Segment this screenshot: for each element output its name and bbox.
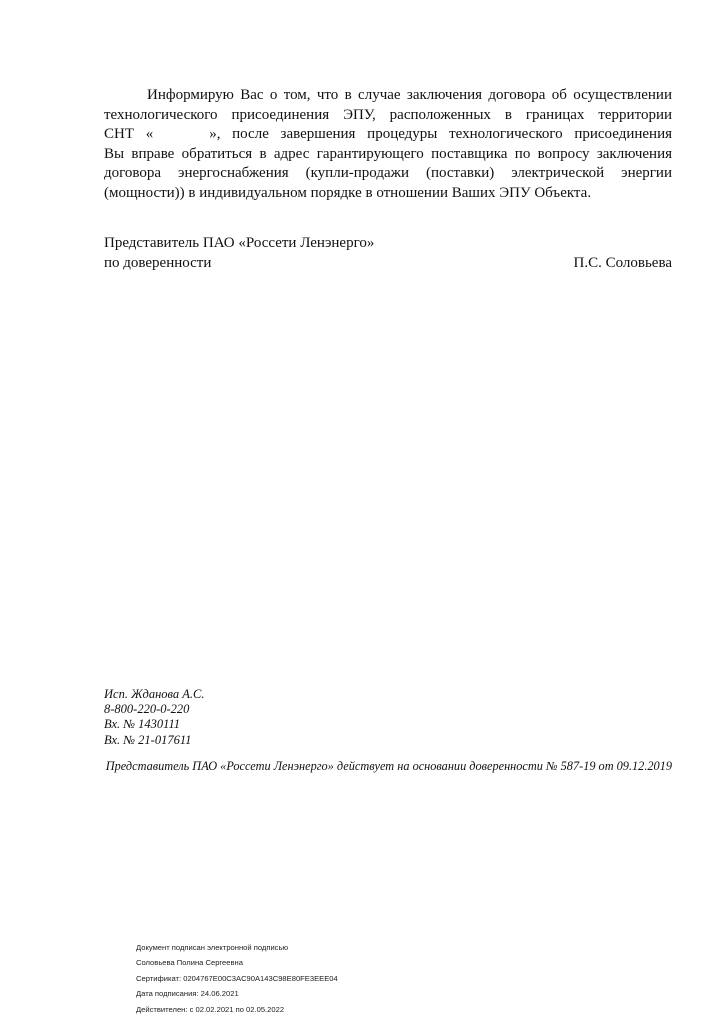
signature-row	[104, 254, 672, 274]
snt-suffix: », после завершения процедуры технологического присоединения	[209, 126, 672, 142]
esign-signer: Соловьева Полина Сергеевна	[136, 958, 243, 968]
proxy-note: Представитель ПАО «Россети Ленэнерго» действует на основании доверенности № 587-19 от 09.12.2019	[105, 759, 672, 773]
signer-name: П.С. Соловьева	[573, 254, 672, 271]
representative-line: Представитель ПАО «Россети Ленэнерго»	[104, 235, 375, 251]
esign-header: Документ подписан электронной подписью	[136, 943, 289, 952]
paragraph-line-1: Информирую Вас о том, что в случае заключения договора об осуществлении	[147, 87, 672, 103]
incoming-number-1: Вх. № 1430111	[104, 717, 181, 732]
paragraph-line-3	[104, 125, 672, 145]
executor-block	[104, 687, 205, 748]
paragraph-line-5: договора энергоснабжения (купли-продажи (поставки) электрической энергии	[104, 165, 672, 181]
by-proxy-label: по доверенности	[104, 254, 212, 271]
paragraph-line-6: (мощности)) в индивидуальном порядке в отношении Ваших ЭПУ Объекта.	[104, 184, 592, 201]
electronic-signature-stamp	[136, 940, 338, 1017]
esign-certificate: Сертификат: 0204767E00C3AC90A143C98E80FE3EEE04	[136, 973, 338, 983]
letter-body-paragraph	[104, 86, 672, 203]
paragraph-line-2: технологического присоединения ЭПУ, расположенных в границах территории	[104, 106, 672, 123]
snt-prefix: СНТ «	[104, 126, 154, 142]
esign-signed-date: Дата подписания: 24.06.2021	[136, 989, 239, 999]
executor-phone: 8-800-220-0-220	[104, 702, 190, 717]
signature-block	[104, 234, 672, 273]
incoming-number-2: Вх. № 21-017611	[104, 732, 192, 747]
paragraph-line-4: Вы вправе обратиться в адрес гарантирующего поставщика по вопросу заключения	[104, 145, 672, 162]
executor-name: Исп. Жданова А.С.	[104, 687, 205, 701]
esign-validity: Действителен: с 02.02.2021 по 02.05.2022	[136, 1004, 285, 1014]
